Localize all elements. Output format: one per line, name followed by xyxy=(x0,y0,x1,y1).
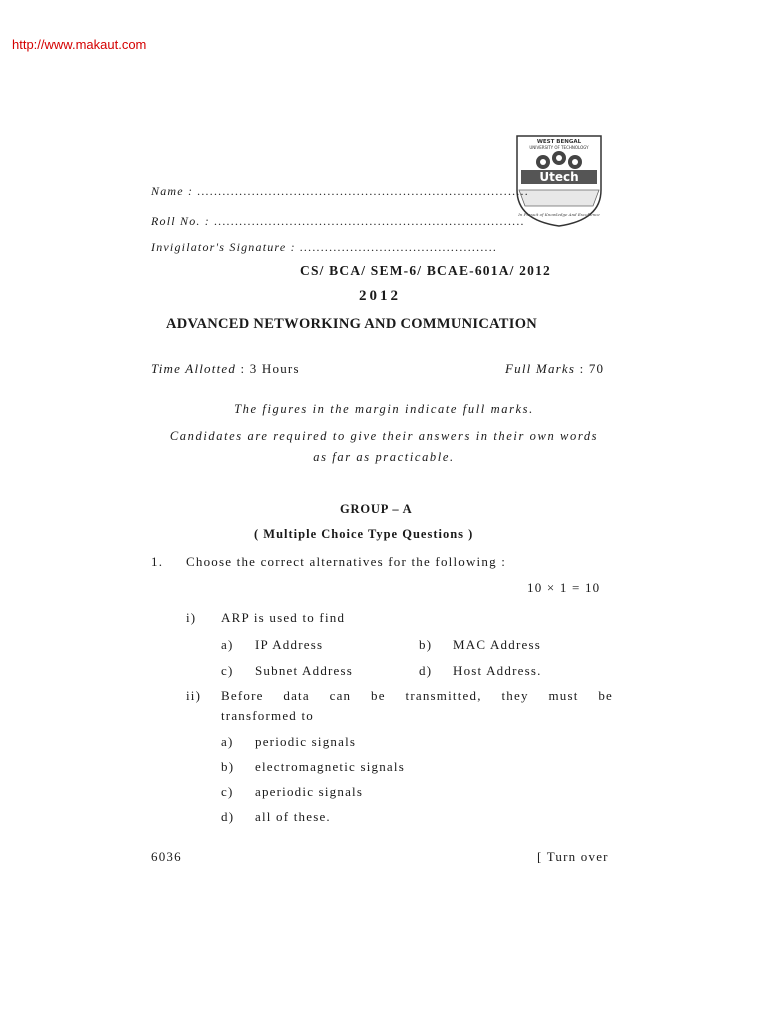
university-logo xyxy=(509,128,609,228)
svg-text:In Pursuit of Knowledge And Ex: In Pursuit of Knowledge And Excellence xyxy=(518,212,600,217)
option-text: Subnet Address xyxy=(255,663,354,678)
option-label: d) xyxy=(419,663,433,678)
option-label: a) xyxy=(221,734,234,749)
option-label: d) xyxy=(221,809,235,824)
option-label: c) xyxy=(221,663,234,678)
option-text: Host Address. xyxy=(453,663,542,678)
exam-year: 2012 xyxy=(359,288,401,304)
option-text: IP Address xyxy=(255,637,324,652)
option-text: MAC Address xyxy=(453,637,541,652)
question-type-heading: ( Multiple Choice Type Questions ) xyxy=(254,527,474,541)
item-text-continued: transformed to xyxy=(221,708,314,723)
option-label: c) xyxy=(221,784,234,799)
item-text: Before data can be transmitted, they must be xyxy=(221,688,613,703)
paper-code: CS/ BCA/ SEM-6/ BCAE-601A/ 2012 xyxy=(300,263,551,278)
item-text: ARP is used to find xyxy=(221,610,346,625)
svg-text:UNIVERSITY OF TECHNOLOGY: UNIVERSITY OF TECHNOLOGY xyxy=(529,145,589,150)
site-url-link[interactable]: http://www.makaut.com xyxy=(12,37,147,52)
option-label: b) xyxy=(221,759,235,774)
paper-title: ADVANCED NETWORKING AND COMMUNICATION xyxy=(166,316,538,332)
roll-number-field: Roll No. : .......................................................................... xyxy=(151,214,525,228)
instruction-line-1: The figures in the margin indicate full marks. xyxy=(234,402,534,416)
option-text: all of these. xyxy=(255,809,331,824)
full-marks: Full Marks : 70 xyxy=(505,361,605,376)
item-number: i) xyxy=(186,610,197,625)
option-text: aperiodic signals xyxy=(255,784,364,799)
instruction-line-3: as far as practicable. xyxy=(313,450,455,464)
question-number: 1. xyxy=(151,554,164,569)
option-label: a) xyxy=(221,637,234,652)
svg-text:Utech: Utech xyxy=(539,170,579,184)
item-number: ii) xyxy=(186,688,202,703)
page-code: 6036 xyxy=(151,849,182,864)
option-label: b) xyxy=(419,637,433,652)
question-text: Choose the correct alternatives for the following : xyxy=(186,554,507,569)
question-marks: 10 × 1 = 10 xyxy=(527,580,601,595)
svg-text:WEST BENGAL: WEST BENGAL xyxy=(536,139,582,145)
invigilator-signature-field: Invigilator's Signature : ............................................... xyxy=(151,240,498,254)
group-heading: GROUP – A xyxy=(340,502,413,516)
turn-over: [ Turn over xyxy=(537,849,609,864)
time-allotted: Time Allotted : 3 Hours xyxy=(151,361,300,376)
name-field: Name : ............................................................................... xyxy=(151,184,530,198)
instruction-line-2: Candidates are required to give their answers in their own words xyxy=(169,429,599,443)
option-text: electromagnetic signals xyxy=(255,759,405,774)
option-text: periodic signals xyxy=(255,734,357,749)
